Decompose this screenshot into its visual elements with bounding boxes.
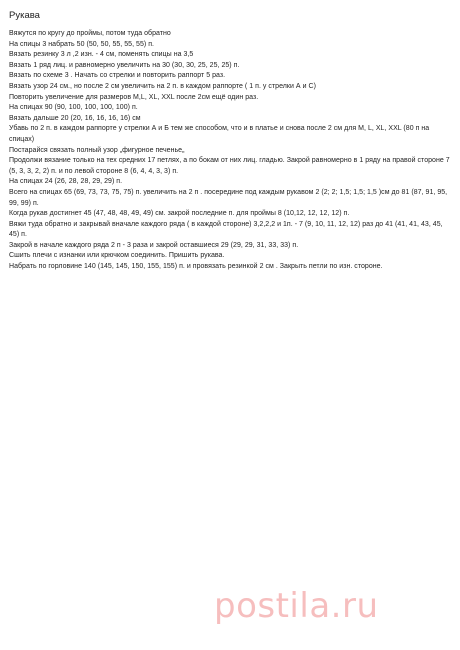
paragraph: На спицах 24 (26, 28, 28, 29, 29) п.: [9, 178, 123, 186]
paragraph: Закрой в начале каждого ряда 2 п - 3 раза и закрой оставшиеся 29 (29, 29, 31, 33, 33) п.: [9, 241, 299, 249]
document-body: [9, 29, 451, 273]
paragraph: Сшить плечи с изнанки или крючком соединить. Пришить рукава.: [9, 252, 225, 260]
paragraph: Вязать по схеме 3 . Начать со стрелки и повторить раппорт 5 раз.: [9, 72, 226, 80]
paragraph: Когда рукав достигнет 45 (47, 48, 48, 49, 49) см. закрой последние п. для проймы 8 (10,12, 12, 12, 12) п.: [9, 210, 350, 218]
paragraph: Вязать 1 ряд лиц. и равномерно увеличить на 30 (30, 30, 25, 25, 25) п.: [9, 61, 240, 69]
paragraph: Постарайся связать полный узор „фигурное печенье„: [9, 146, 185, 154]
paragraph: Убавь по 2 п. в каждом раппорте у стрелки А и Б тем же способом, что и в платье и снова после 2 см для M, L, XL, XXL (80 п на спицах): [9, 125, 430, 143]
paragraph: На спицах 90 (90, 100, 100, 100, 100) п.: [9, 104, 138, 112]
paragraph: Всего на спицах 65 (69, 73, 73, 75, 75) п. увеличить на 2 п . посередине под каждым рукавом 2 (2; 2; 1,5; 1,5; 1,5 )см до 81 (87, 91, 95, 99, 99) п.: [9, 188, 448, 207]
document-title: Рукава: [9, 10, 40, 21]
paragraph: Набрать по горловине 140 (145, 145, 150, 155, 155) п. и провязать резинкой 2 см . Закрыть петли по изн. стороне.: [9, 263, 383, 271]
paragraph: Вяжи туда обратно и закрывай вначале каждого ряда ( в каждой стороне) 3,2,2,2 и 1п. - 7 (9, 10, 11, 12, 12) раз до 41 (41, 41, 43, 45, 45) п.: [9, 220, 443, 239]
watermark-logo: [214, 586, 379, 626]
paragraph: Вязать узор 24 см., но после 2 см увеличить на 2 п. в каждом раппорте ( 1 п. у стрелки А и С): [9, 82, 316, 90]
paragraph: Вязать резинку 3 л ,2 изн. - 4 см, поменять спицы на 3,5: [9, 51, 194, 59]
paragraph: На спицы 3 набрать 50 (50, 50, 55, 55, 55) п.: [9, 40, 155, 48]
paragraph: Продолжи вязание только на тех средних 17 петлях, а по бокам от них лиц. гладью. Закрой равномерно в 1 ряду на правой стороне 7 (5, 3, 3, 2, 2) п. и по левой стороне 8 (6, 4, 4, 3, 3) п.: [9, 157, 450, 175]
paragraph: Вяжутся по кругу до проймы, потом туда обратно: [9, 30, 171, 37]
paragraph: Повторить увеличение для размеров M,L, XL, XXL после 2см ещё один раз.: [9, 93, 259, 101]
watermark-text: postila.ru: [214, 586, 379, 626]
paragraph: Вязать дальше 20 (20, 16, 16, 16, 16) см: [9, 114, 141, 122]
